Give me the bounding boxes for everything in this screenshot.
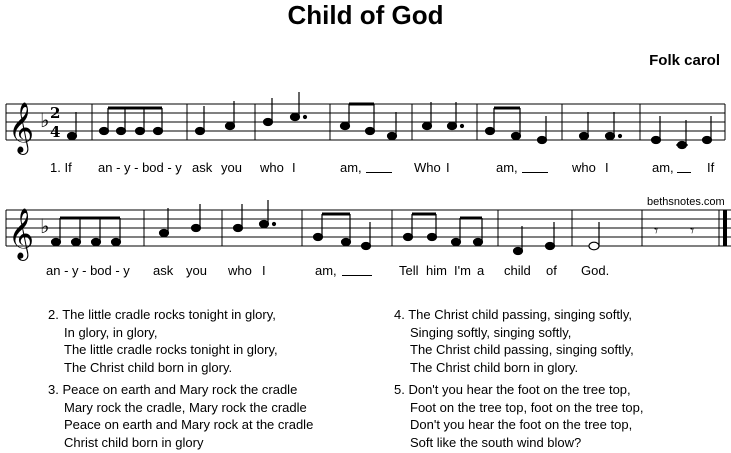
- lyric: God.: [581, 263, 610, 278]
- site-credit: bethsnotes.com: [647, 196, 725, 208]
- verse-line: Mary rock the cradle, Mary rock the cradle: [64, 399, 307, 415]
- lyric: I: [262, 263, 266, 278]
- time-sig-bottom: 4: [50, 123, 61, 141]
- verse-line: 4. The Christ child passing, singing softly,: [394, 307, 632, 322]
- melisma-line: [342, 275, 372, 276]
- lyric: who: [572, 160, 596, 175]
- verse-4: [394, 306, 634, 376]
- melisma-line: [522, 172, 548, 173]
- lyric: 1. If: [50, 160, 72, 175]
- lyric: a: [477, 263, 485, 278]
- verse-line: 5. Don't you hear the foot on the tree top,: [394, 382, 631, 397]
- lyric: you: [186, 263, 207, 278]
- lyric: an - y - bod - y: [46, 263, 130, 278]
- composer-label: Folk carol: [649, 52, 720, 69]
- treble-clef-icon: 𝄞: [8, 102, 35, 153]
- lyric: ask: [153, 263, 174, 278]
- lyric: child: [504, 263, 531, 278]
- verse-line: 3. Peace on earth and Mary rock the cradle: [48, 382, 298, 397]
- lyric: If: [707, 160, 715, 175]
- verse-3: [48, 381, 313, 451]
- verse-line: The little cradle rocks tonight in glory,: [64, 342, 278, 357]
- verse-line: The Christ child born in glory.: [64, 359, 233, 375]
- lyric: who: [228, 263, 252, 278]
- svg-text:𝄾: 𝄾: [690, 221, 695, 240]
- svg-text:𝄾: 𝄾: [654, 221, 659, 240]
- verse-line: Soft like the south wind blow?: [410, 434, 582, 450]
- lyric: ask: [192, 160, 213, 175]
- verse-line: Foot on the tree top, foot on the tree top,: [410, 399, 644, 415]
- lyric: am,: [315, 263, 337, 278]
- lyric: am,: [496, 160, 518, 175]
- flat-key-signature: ♭: [40, 214, 50, 238]
- lyric: Tell: [399, 263, 419, 278]
- lyric: who: [260, 160, 284, 175]
- treble-clef-icon: 𝄞: [8, 208, 35, 259]
- time-sig-top: 2: [50, 104, 61, 122]
- lyric: you: [221, 160, 242, 175]
- verse-line: Singing softly, singing softly,: [410, 324, 572, 340]
- verse-line: In glory, in glory,: [64, 324, 158, 340]
- melisma-line: [677, 172, 691, 173]
- verse-line: 2. The little cradle rocks tonight in glory,: [48, 307, 276, 322]
- verse-line: The Christ child born in glory.: [410, 359, 579, 375]
- song-title: Child of God: [287, 0, 444, 30]
- lyric: Who: [414, 160, 441, 175]
- lyric: I: [292, 160, 296, 175]
- melisma-line: [366, 172, 392, 173]
- lyric: of: [546, 263, 557, 278]
- lyric: an - y - bod - y: [98, 160, 182, 175]
- verse-line: The Christ child passing, singing softly,: [410, 342, 634, 357]
- lyric: I: [446, 160, 450, 175]
- lyric: him: [426, 263, 447, 278]
- verse-line: Peace on earth and Mary rock at the cradle: [64, 417, 314, 432]
- lyric: I'm: [454, 263, 471, 278]
- lyric: I: [605, 160, 609, 175]
- verse-2: [48, 306, 278, 376]
- flat-key-signature: ♭: [40, 108, 50, 132]
- verse-line: Don't you hear the foot on the tree top,: [410, 417, 633, 432]
- lyric: am,: [340, 160, 362, 175]
- verse-line: Christ child born in glory: [64, 434, 204, 450]
- lyric: am,: [652, 160, 674, 175]
- final-barline: [723, 210, 727, 246]
- verse-5: [394, 381, 643, 451]
